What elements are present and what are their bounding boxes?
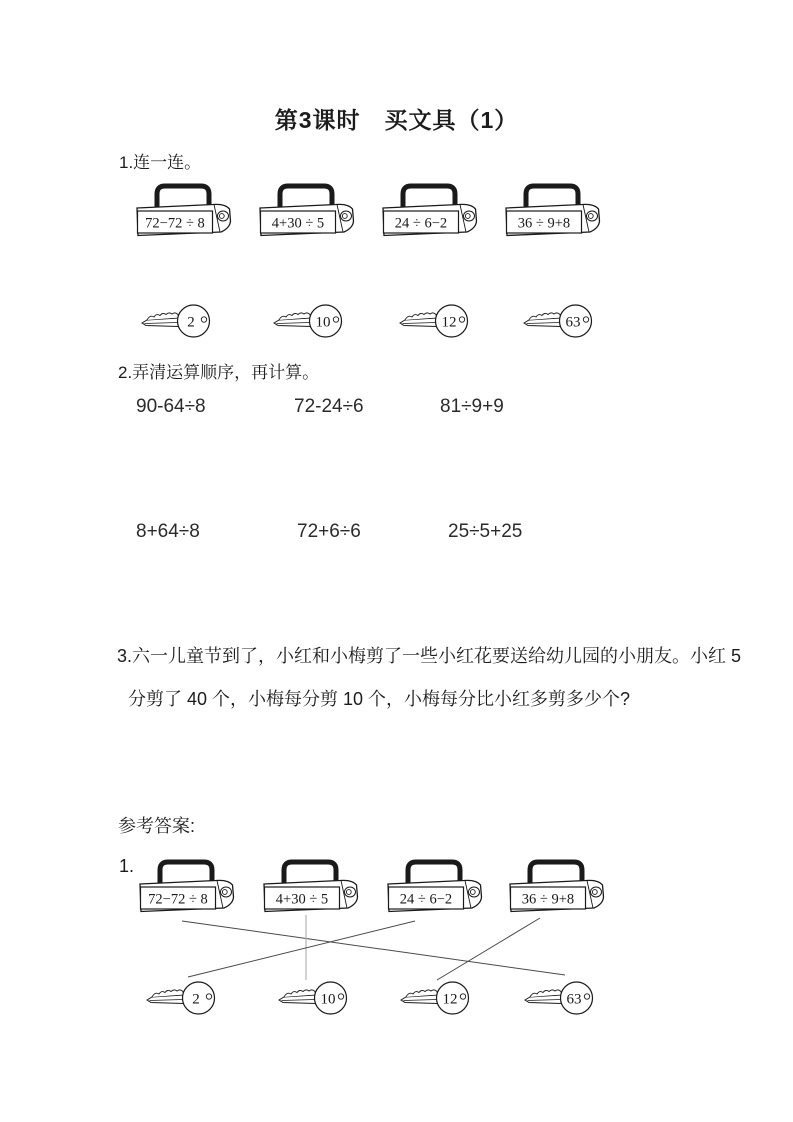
key-icon xyxy=(524,980,596,1016)
answer-lock-2 xyxy=(262,858,362,912)
lock-expression: 72−72 ÷ 8 xyxy=(145,215,205,232)
question-2-label: 2.弄清运算顺序，再计算。 xyxy=(118,363,320,382)
key-value: 10 xyxy=(315,314,331,331)
answer-item-number: 1. xyxy=(119,856,135,876)
q2-expression-4: 8+64÷8 xyxy=(136,521,200,542)
question-1-label: 1.连一连。 xyxy=(119,153,202,172)
key-icon xyxy=(399,303,471,339)
key-value: 63 xyxy=(565,314,581,331)
key-value: 2 xyxy=(187,314,195,331)
answer-lock-3 xyxy=(386,858,486,912)
answer-key-2 xyxy=(278,980,350,1016)
key-value: 12 xyxy=(442,991,458,1008)
q1-key-4 xyxy=(523,303,595,339)
lock-expression: 4+30 ÷ 5 xyxy=(271,215,325,232)
q1-key-2 xyxy=(273,303,345,339)
key-value: 12 xyxy=(441,314,457,331)
q1-key-1 xyxy=(141,303,213,339)
padlock-icon xyxy=(262,858,362,912)
answer-lock-4 xyxy=(508,858,608,912)
question-3-text-line2: 分剪了 40 个，小梅每分剪 10 个，小梅每分比小红多剪多少个? xyxy=(128,689,631,709)
match-line-lock4-key12 xyxy=(437,918,540,980)
padlock-icon xyxy=(508,858,608,912)
q1-lock-2 xyxy=(258,182,358,236)
key-icon xyxy=(523,303,595,339)
padlock-icon xyxy=(504,182,604,236)
q1-lock-4 xyxy=(504,182,604,236)
lock-expression: 24 ÷ 6−2 xyxy=(399,891,453,908)
q2-expression-3: 81÷9+9 xyxy=(440,396,504,417)
lock-expression: 36 ÷ 9+8 xyxy=(517,215,571,232)
q1-lock-3 xyxy=(381,182,481,236)
q2-expression-1: 90-64÷8 xyxy=(136,396,206,417)
q1-lock-1 xyxy=(135,182,235,236)
lock-expression: 4+30 ÷ 5 xyxy=(275,891,329,908)
match-line-lock1-key63 xyxy=(182,921,565,975)
key-icon xyxy=(400,980,472,1016)
key-icon xyxy=(273,303,345,339)
padlock-icon xyxy=(381,182,481,236)
lock-expression: 36 ÷ 9+8 xyxy=(521,891,575,908)
q2-expression-2: 72-24÷6 xyxy=(294,396,364,417)
answer-key-1 xyxy=(146,980,218,1016)
key-icon xyxy=(146,980,218,1016)
answer-key-4 xyxy=(524,980,596,1016)
answer-heading: 参考答案: xyxy=(118,816,196,836)
padlock-icon xyxy=(258,182,358,236)
page-title: 第3课时 买文具（1） xyxy=(274,107,519,133)
key-value: 63 xyxy=(566,991,582,1008)
answer-lock-1 xyxy=(138,858,238,912)
key-icon xyxy=(278,980,350,1016)
q2-expression-6: 25÷5+25 xyxy=(448,521,523,542)
answer-key-3 xyxy=(400,980,472,1016)
match-line-lock3-key2 xyxy=(188,921,415,977)
key-value: 10 xyxy=(320,991,336,1008)
padlock-icon xyxy=(138,858,238,912)
key-value: 2 xyxy=(192,991,200,1008)
question-3-text-line1: 3.六一儿童节到了，小红和小梅剪了一些小红花要送给幼儿园的小朋友。小红 5 xyxy=(117,646,742,666)
padlock-icon xyxy=(135,182,235,236)
lock-expression: 24 ÷ 6−2 xyxy=(394,215,448,232)
lock-expression: 72−72 ÷ 8 xyxy=(148,891,208,908)
q1-key-3 xyxy=(399,303,471,339)
q2-expression-5: 72+6÷6 xyxy=(297,521,361,542)
key-icon xyxy=(141,303,213,339)
padlock-icon xyxy=(386,858,486,912)
